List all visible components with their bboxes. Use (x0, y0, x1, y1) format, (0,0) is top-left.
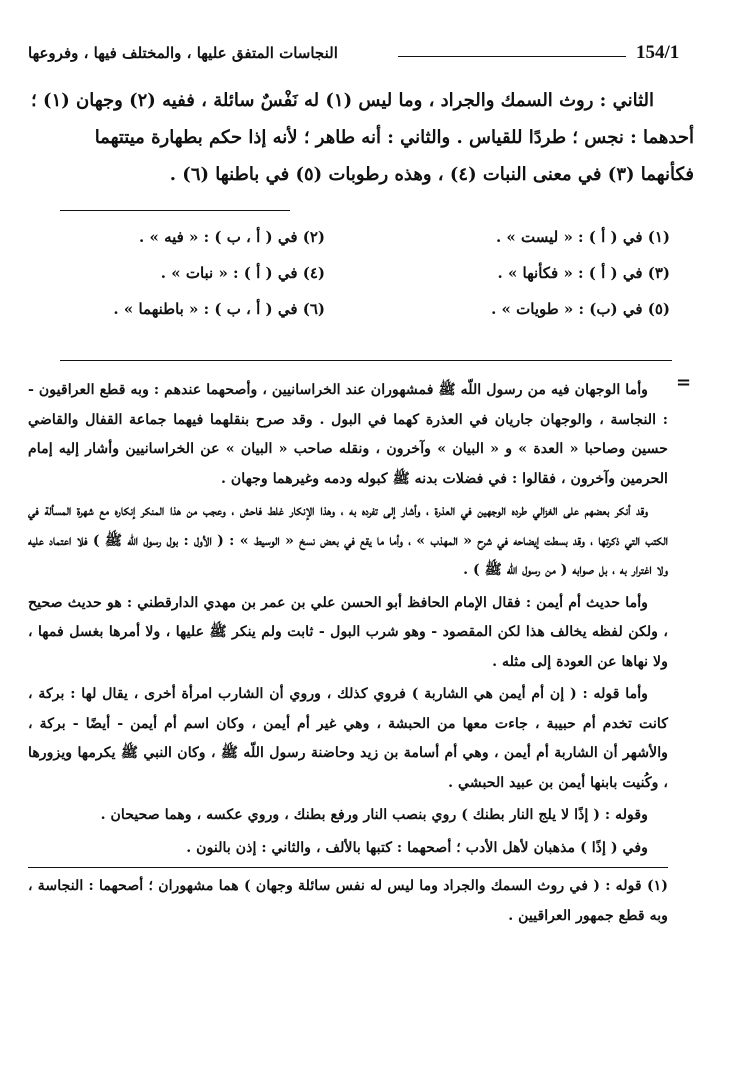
footnotes (70, 228, 670, 336)
footnote-2: (٢) في ( أ ، ب ) : « فيه » . (139, 228, 325, 246)
main-paragraph-line-2: أحدهما : نجس ؛ طردًا للقياس . والثاني : أنه طاهر ؛ لأنه إذا حكم بطهارة ميتتهما (94, 127, 694, 148)
main-text (30, 82, 694, 193)
footnote-row (70, 228, 670, 264)
commentary-paragraph-5: وقوله : ( إذًا لا يلج النار بطنك ) روي بنصب النار ورفع بطنك ، وروي عكسه ، وهما صحيحان . (100, 807, 648, 823)
commentary-paragraph-4: وأما قوله : ( إن أم أيمن هي الشاربة ) فروي كذلك ، وروي أن الشارب امرأة أخرى ، يقال لها : بركة ، كانت تخدم أم حبيبة ، جاءت معها من الحبشة ، وهي غير أم أيمن ، وكان اسم أم أيمن - أيضًا - بركة ، والأشهر أن الشاربة أم أيمن ، وهي أم أسامة بن زيد وحاضنة رسول اللّه ﷺ ، وكان النبي ﷺ يكرمها ويزورها ، وكُنيت بابنها أيمن بن عبيد الحبشي . (28, 686, 668, 791)
continuation-mark: = (676, 372, 692, 393)
footnote-row (70, 300, 670, 336)
commentary-paragraph-6: وفي ( إذًا ) مذهبان لأهل الأدب ؛ أصحهما : كتبها بالألف ، والثاني : إذن بالنون . (186, 839, 648, 856)
commentary-separator (60, 360, 672, 361)
footnote-4: (٤) في ( أ ) : « نبات » . (160, 264, 325, 282)
footnote-3: (٣) في ( أ ) : « فكأنها » . (497, 264, 670, 282)
footnote-6: (٦) في ( أ ، ب ) : « باطنهما » . (113, 300, 325, 318)
footnote-1: (١) في ( أ ) : « ليست » . (495, 228, 670, 246)
main-paragraph-line-1: الثاني : روث السمك والجراد ، وما ليس (١) له نَفْسٌ سائلة ، ففيه (٢) وجهان (١) ؛ (31, 90, 654, 111)
page-number: 154/1 (636, 42, 680, 63)
commentary-paragraph-3: وأما حديث أم أيمن : فقال الإمام الحافظ أبو الحسن علي بن عمر بن مهدي الدارقطني : هو حديث صحيح ، ولكن لفظه يخالف هذا لكن المقصود - وهو شرب البول - ثابت ولم ينكر ﷺ عليها ، ولا أمرها بغسل فمها ، ولا نهاها عن العودة إلى مثله . (28, 594, 668, 670)
main-paragraph-line-3: فكأنهما (٣) في معنى النبات (٤) ، وهذه رطوبات (٥) في باطنها (٦) . (169, 164, 694, 185)
footnote-5: (٥) في (ب) : « طويات » . (491, 300, 670, 318)
commentary-footnote-rule (28, 867, 668, 868)
commentary-paragraph-2: وقد أنكر بعضهم على الغزالي طرده الوجهين في العذرة ، وأشار إلى تفرده به ، وهذا الإنكار غلط فاحش ، وعجب من هذا المنكر إنكاره مع شهرة المسألة في الكتب التي ذكرتها ، وقد بسطت إيضاحه في شرح « المهذب » ، وأما ما يقع في بعض نسخ « الوسيط » : ( الأول : بول رسول اللّه ﷺ ) فلا اعتماد عليه ولا اغترار به ، بل صوابه ( من رسول اللّه ﷺ ) . (28, 503, 668, 578)
footnote-rule (60, 210, 290, 211)
page-header (28, 38, 712, 70)
header-rule (398, 56, 626, 57)
commentary-footnote-1: (١) قوله : ( في روث السمك والجراد وما ليس له نفس سائلة وجهان ) هما مشهوران ؛ أصحهما : النجاسة ، وبه قطع جمهور العراقيين . (28, 878, 668, 924)
running-title: النجاسات المتفق عليها ، والمختلف فيها ، وفروعها (28, 44, 338, 62)
commentary-paragraph-1: وأما الوجهان فيه من رسول اللّه ﷺ فمشهوران عند الخراسانيين ، وأصحهما عندهم : وبه قطع العراقيون - : النجاسة ، والوجهان جاريان في العذرة كهما في البول . وقد صرح بنقلهما فيهما جماعة القفال والقاضي حسين وصاحبا « العدة » و « البيان » وآخرون ، ونقله صاحب « البيان » عن الخراسانيين وأشار إليه إمام الحرمين وآخرون ، فقالوا : في فضلات بدنه ﷺ كبوله ودمه وغيرهما وجهان . (28, 382, 668, 487)
commentary (28, 376, 668, 934)
footnote-row (70, 264, 670, 300)
